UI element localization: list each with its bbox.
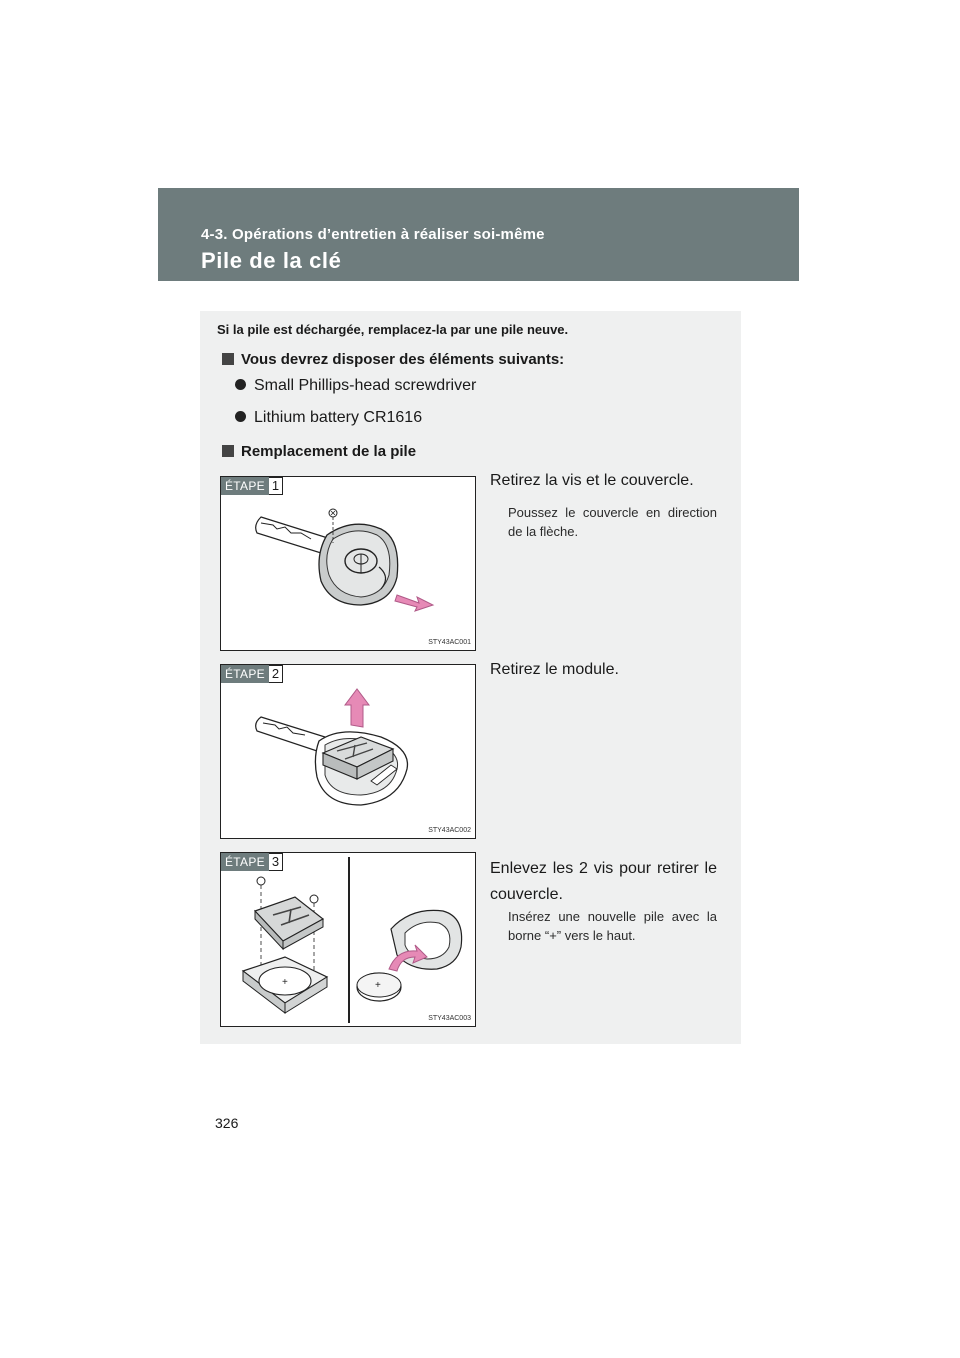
step-1-note: Poussez le couvercle en direction de la flèche. [508, 505, 717, 539]
list-item-text: Small Phillips-head screwdriver [254, 377, 477, 394]
intro-text: Si la pile est déchargée, remplacez-la par une pile neuve. [217, 322, 569, 337]
circle-bullet-icon [235, 411, 246, 422]
step-badge [221, 665, 283, 683]
battery-replacement-drawing [221, 853, 475, 1026]
step-label: ÉTAPE [221, 477, 269, 495]
step-label: ÉTAPE [221, 665, 269, 683]
step-2-instruction: Retirez le module. [490, 661, 619, 678]
requirements-heading-text: Vous devrez disposer des éléments suivants: [241, 351, 565, 368]
step-badge [221, 477, 283, 495]
figure-code: STY43AC002 [428, 827, 471, 834]
section-header [158, 188, 799, 281]
list-item [235, 377, 476, 395]
step-3-note: Insérez une nouvelle pile avec la borne “+” vers le haut. [508, 909, 717, 943]
page-number: 326 [215, 1115, 239, 1131]
svg-text:+: + [375, 980, 381, 991]
list-item [235, 409, 422, 427]
square-bullet-icon [222, 353, 234, 365]
list-item-text: Lithium battery CR1616 [254, 409, 423, 426]
step-1-instruction: Retirez la vis et le couvercle. [490, 472, 694, 489]
step-label: ÉTAPE [221, 853, 269, 871]
step-3-instruction: Enlevez les 2 vis pour retirer le couvercle. [490, 860, 717, 903]
circle-bullet-icon [235, 379, 246, 390]
step-number: 1 [269, 477, 283, 495]
figure-code: STY43AC001 [428, 639, 471, 646]
replacement-heading-text: Remplacement de la pile [241, 443, 417, 460]
step-3-illustration [220, 852, 476, 1027]
svg-text:+: + [282, 977, 288, 988]
figure-code: STY43AC003 [428, 1015, 471, 1022]
step-1-illustration [220, 476, 476, 651]
section-title: 4-3. Opérations d’entretien à réaliser soi-même [201, 226, 545, 243]
step-badge [221, 853, 283, 871]
key-cover-removal-drawing [221, 477, 475, 650]
requirements-heading [222, 351, 564, 368]
module-removal-drawing [221, 665, 475, 838]
step-2-illustration [220, 664, 476, 839]
content-panel [200, 311, 741, 1044]
page-title: Pile de la clé [201, 248, 342, 273]
step-number: 2 [269, 665, 283, 683]
step-number: 3 [269, 853, 283, 871]
replacement-heading [222, 443, 416, 460]
square-bullet-icon [222, 445, 234, 457]
